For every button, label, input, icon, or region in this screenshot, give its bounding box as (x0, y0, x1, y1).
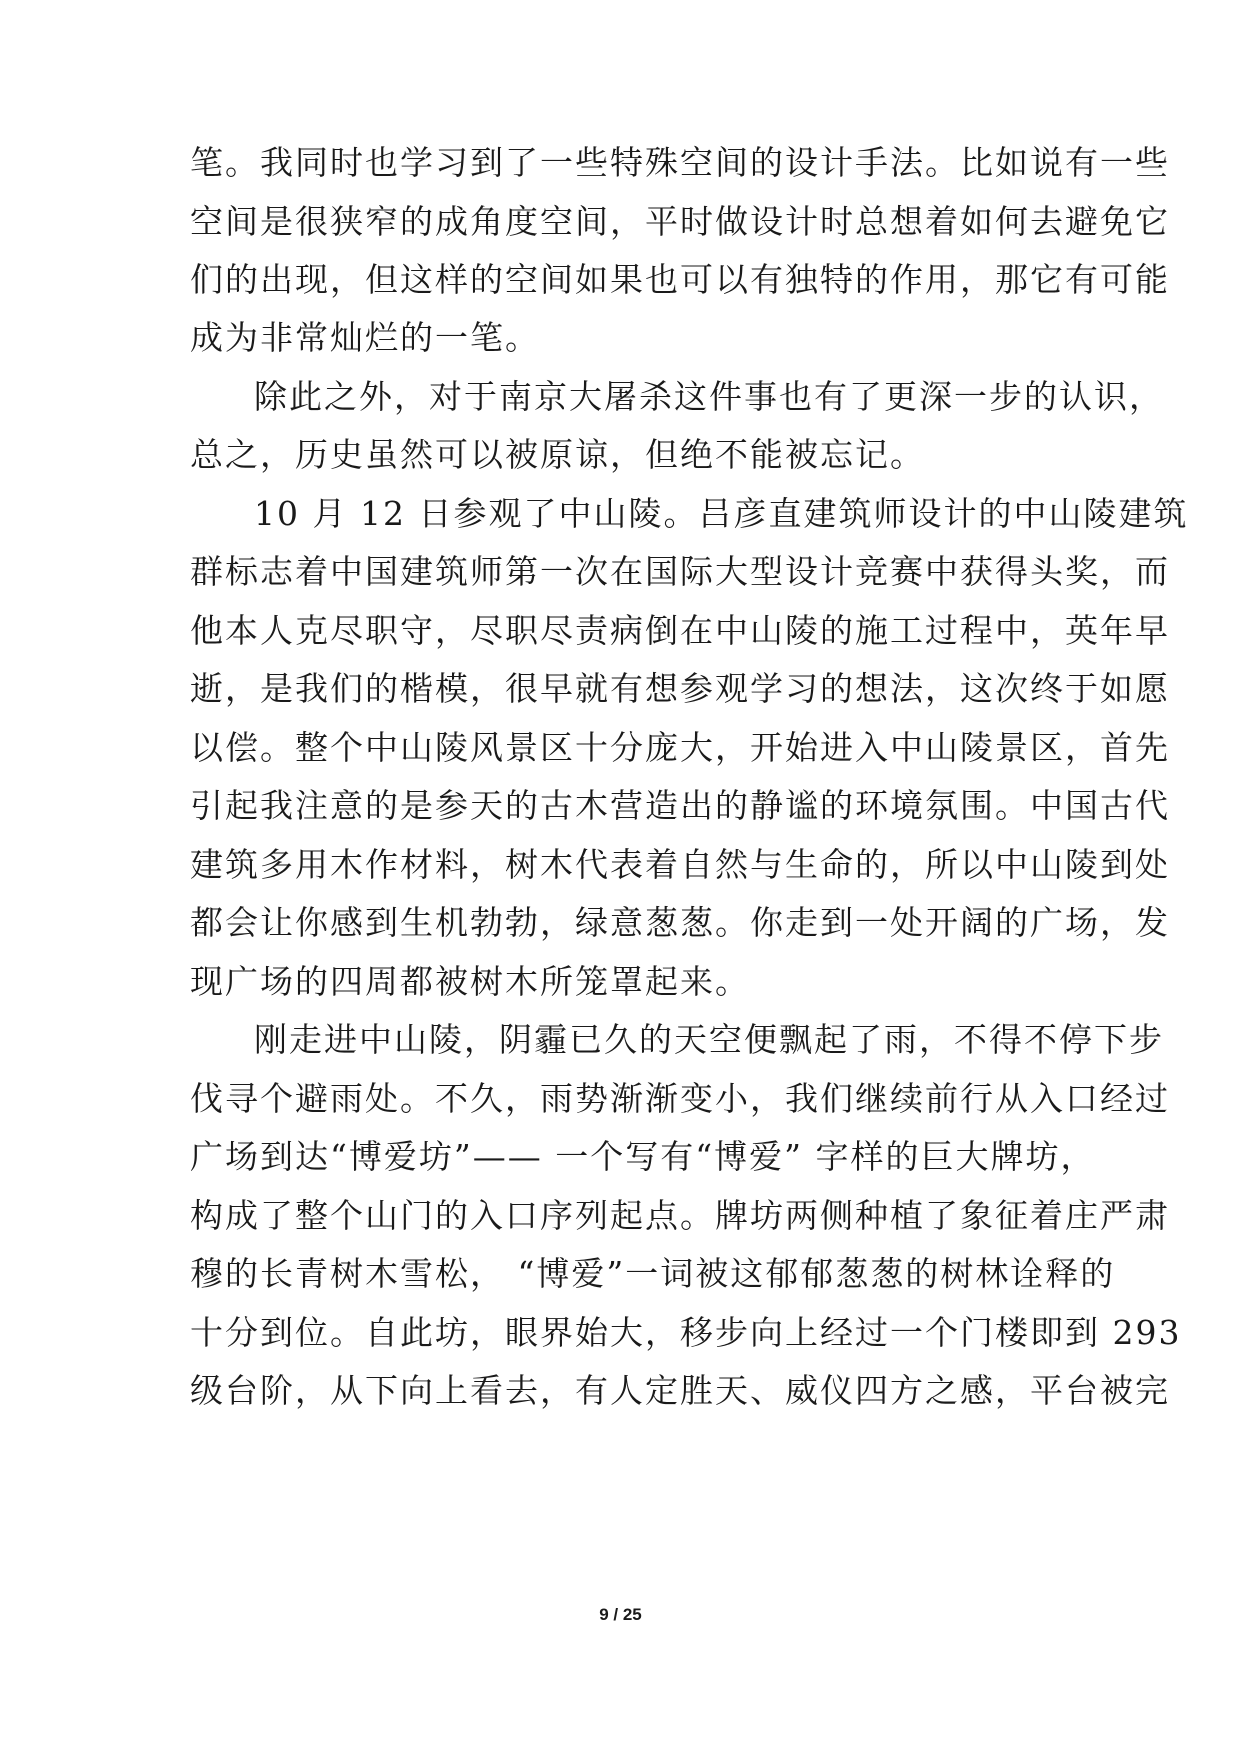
text-line: 级台阶，从下向上看去，有人定胜天、威仪四方之感，平台被完 (190, 1371, 1170, 1410)
text-line: 笔。我同时也学习到了一些特殊空间的设计手法。比如说有一些 (190, 143, 1170, 182)
text-line: 群标志着中国建筑师第一次在国际大型设计竞赛中获得头奖，而 (190, 552, 1170, 591)
text-line: 逝，是我们的楷模，很早就有想参观学习的想法，这次终于如愿 (190, 669, 1170, 708)
text-line: 空间是很狭窄的成角度空间，平时做设计时总想着如何去避免它 (190, 202, 1170, 241)
text-line: 刚走进中山陵，阴霾已久的天空便飘起了雨，不得不停下步 (254, 1020, 1164, 1059)
text-line: 伐寻个避雨处。不久，雨势渐渐变小，我们继续前行从入口经过 (190, 1079, 1170, 1118)
text-line: 引起我注意的是参天的古木营造出的静谧的环境氛围。中国古代 (190, 786, 1170, 825)
text-line: 们的出现，但这样的空间如果也可以有独特的作用，那它有可能 (190, 260, 1170, 299)
text-line: 广场到达“博爱坊”—— 一个写有“博爱” 字样的巨大牌坊， (190, 1137, 1096, 1176)
text-line: 除此之外，对于南京大屠杀这件事也有了更深一步的认识， (254, 377, 1164, 416)
text-line: 总之，历史虽然可以被原谅，但绝不能被忘记。 (190, 435, 925, 474)
text-line: 10 月 12 日参观了中山陵。吕彦直建筑师设计的中山陵建筑 (254, 494, 1189, 533)
text-line: 都会让你感到生机勃勃，绿意葱葱。你走到一处开阔的广场，发 (190, 903, 1170, 942)
text-line: 现广场的四周都被树木所笼罩起来。 (190, 962, 750, 1001)
text-line: 穆的长青树木雪松， “博爱”一词被这郁郁葱葱的树林诠释的 (190, 1254, 1116, 1293)
text-line: 十分到位。自此坊，眼界始大，移步向上经过一个门楼即到 293 (190, 1313, 1182, 1352)
text-line: 建筑多用木作材料，树木代表着自然与生命的，所以中山陵到处 (190, 845, 1170, 884)
text-line: 成为非常灿烂的一笔。 (190, 318, 540, 357)
page-number: 9 / 25 (599, 1605, 642, 1624)
text-line: 他本人克尽职守，尽职尽责病倒在中山陵的施工过程中，英年早 (190, 611, 1170, 650)
text-line: 构成了整个山门的入口序列起点。牌坊两侧种植了象征着庄严肃 (190, 1196, 1170, 1235)
text-line: 以偿。整个中山陵风景区十分庞大，开始进入中山陵景区，首先 (190, 728, 1170, 767)
